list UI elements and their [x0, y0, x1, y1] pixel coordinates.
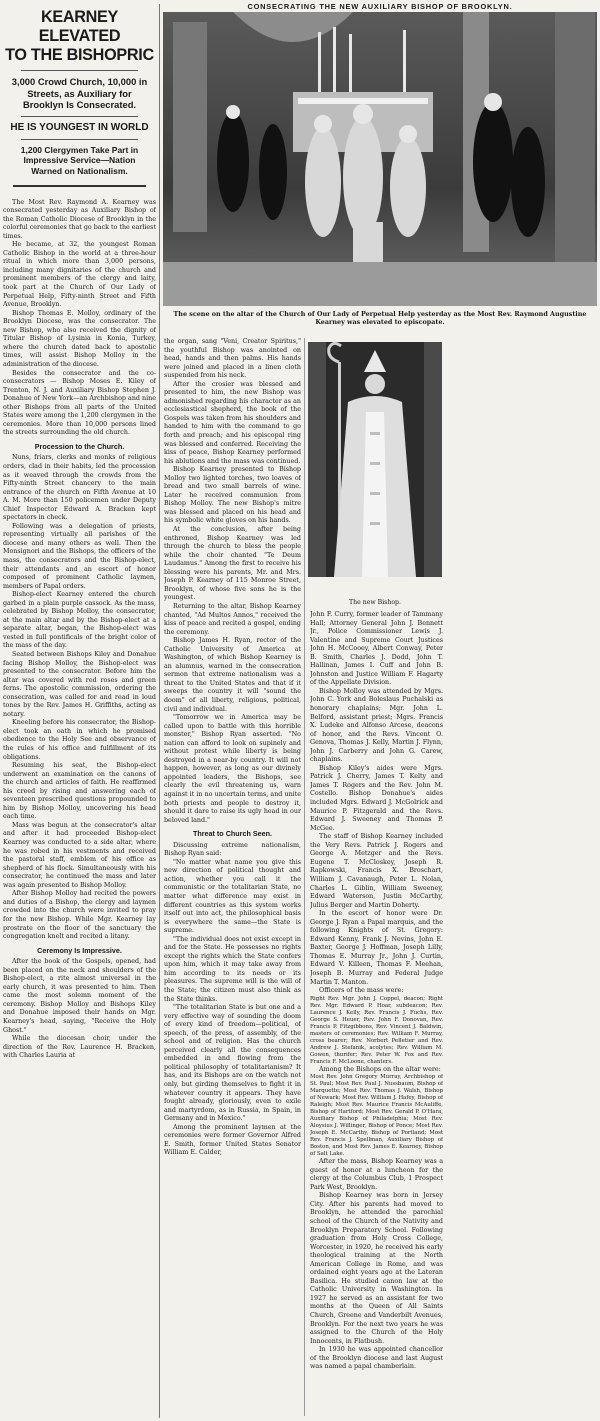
paragraph: The staff of Bishop Kearney included the Very Revs. Patrick J. Rogers and George A. Metzger and the Revs. Eugene T. McCloskey, Joseph R. Rapkowski, Francis X. Broschart, William J. Cavanaugh, Peter L. Nolan, Charles L. Giblin, William Sweeney, Edward Waterson, Justin McCarthy, Julius Berger and Martin Doherty.: [310, 833, 443, 909]
headline-deck-3: 1,200 Clergymen Take Part in Impressive Service—Nation Warned on Nationalism.: [20, 144, 139, 176]
left-column: [3, 2, 156, 1419]
paragraph: Kneeling before his consecrator, the Bishop-elect took an oath in which he promised obedience to the Holy See and observance of the rules of his office and fulfillment of its obligations.: [3, 719, 156, 761]
portrait-caption: The new Bishop.: [349, 599, 401, 606]
mass-officers-list: [310, 996, 443, 1066]
paragraph: Discussing extreme nationalism, Bishop Ryan said:: [164, 841, 301, 858]
subheading: Ceremony Is Impressive.: [37, 945, 122, 955]
paragraph: Seated between Bishops Kiley and Donahue facing Bishop Molloy, the Bishop-elect was presented to the consecrator. Before him the altar was covered with red roses and green ferns. The apostolic commission, ordering the consecration, was called for and read in loud tones by the Rev. James H. Griffiths, acting as notary.: [3, 651, 156, 718]
column-3-text: [310, 1066, 443, 1075]
altar-scene-image: [163, 12, 597, 306]
paragraph: John F. Curry, former leader of Tammany Hall; Attorney General John J. Bennett Jr., Police Commissioner Lewis J. Valentine and Supreme Court Justices John H. McCooey, Albert Conway, Peter B. Smith, Charles J. Dodd, John T. Hallinan, James I. Cuff and John B. Johnston and Justice William F. Hagarty of the Appellate Division.: [310, 611, 443, 687]
article-column-1: [3, 199, 156, 1061]
list-paragraph: Right Rev. Mgr. John J. Coppel, deacon; Right Rev. Mgr. Edward P. Hoar, subdeacon; Rev. Laurence J. Kelly, Rev. Francis J. Fuchs, Rev. George S. Heuer, Rev. John F. Donovan, Rev. Francis P. Fitzgibbons, Rev. Vincent J. Baldwin, masters of ceremonies; Rev. William F. Murray, cross bearer; Rev. Norbert Pelletier and Rev. Andrew J. Stefanik, acolytes; Rev. William M. Gowen, thurifer; Rev. Peter W. Fox and Rev. Francis F. McLoone, chanters.: [310, 995, 443, 1065]
paragraph: In the escort of honor were Dr. George J. Ryan a Papal marquis, and the following Knights of St. Gregory: Edward Kenny, Frank J. Nevins, John E. Baxter, George J. Hoffman, Joseph Lilly, Thomas E. Murray Jr., John J. Curtin, Edward V. Killeen, Thomas F. Meehan, Joseph B. Murray and Federal Judge Martin T. Manton.: [310, 910, 443, 986]
paragraph: "Tomorrow we in America may be called upon to battle with this horrible monster," Bishop Ryan asserted. "No nation can afford to look on supinely and without protest while liberty is being destroyed in a near-by country. It will not happen, however, as long as our divinely appointed leaders, the Bishops, see clearly the evil threatening us, warn against it in no uncertain terms, and unite both priests and people to destroy it, should it dare to raise its ugly head in our beloved land.": [164, 714, 301, 824]
paragraph: Returning to the altar, Bishop Kearney chanted, "Ad Multos Annos," received the kiss of peace and recited a gospel, ending the ceremony.: [164, 602, 301, 636]
main-photo: [163, 12, 597, 306]
column-rule: [159, 4, 160, 1418]
divider: [21, 139, 138, 140]
article-column-3: [310, 611, 443, 1418]
paragraph: Resuming his seat, the Bishop-elect underwent an examination on the canons of the church and articles of faith. He reaffirmed his creed by rising and answering each of seventeen prescribed questions propounded to him by Bishop Molloy, uncovering his head each time.: [3, 762, 156, 821]
paragraph: Bishop-elect Kearney entered the church garbed in a plain purple cassock. As the mass, celebrated by Bishop Molloy, the consecrator, at the main altar and by the Bishop-elect at a separate altar, began, the Bishop-elect was vested in full pontificals of the bright color of the mass of the day.: [3, 591, 156, 650]
paragraph: After the crosier was blessed and presented to him, the new Bishop was admonished regarding his character as an ecclesiastical shepherd, the book of the Gospels was taken from his shoulders and handed to him with the command to go forth and preach; and his episcopal ring was blessed and conferred. Receiving the kiss of peace, Bishop Kearney performed his ablutions and the mass was continued.: [164, 380, 301, 465]
paragraph: Nuns, friars, clerks and monks of religious orders, clad in their habits, led the procession as it weaved through the crowds from the Fifty-ninth Street chancery to the main entrance of the church on Fifth Avenue at 10 A. M. More than 150 policemen under Deputy Chief Inspector Edward A. Bracken kept spectators in check.: [3, 454, 156, 522]
bishop-portrait-image: [308, 342, 442, 577]
paragraph: The Most Rev. Raymond A. Kearney was consecrated yesterday as Auxiliary Bishop of the Roman Catholic Diocese of Brooklyn in the colorful ceremonies that go back to the earliest times.: [3, 198, 156, 240]
paragraph: Mass was begun at the consecrator's altar and after it had proceeded Bishop-elect Kearney was conducted to a side altar, where he was robed in his vestments and received the pastoral staff, emblem of his office as shepherd of his flock. Simultaneously with his consecrator, he continued the mass and later was again presented to Bishop Molloy.: [3, 821, 156, 889]
paragraph: Bishop Kiley's aides were Mgrs. Patrick J. Cherry, James T. Kelty and James T. Rogers and the Rev. John M. Costello. Bishop Donahue's aides included Mgrs. Edward J. McGolrick and Maurice P. Fitzgerald and the Revs. Edward J. Sweeney and Thomas P. McGee.: [310, 764, 443, 832]
column-3-text: [310, 611, 443, 996]
divider: [21, 116, 138, 117]
article-column-2: [164, 338, 301, 1416]
headline-main: [3, 8, 156, 65]
paragraph: Among the Bishops on the altar were:: [319, 1065, 441, 1073]
paragraph: Officers of the mass were:: [319, 987, 404, 995]
subheading: Procession to the Church.: [34, 441, 125, 451]
main-photo-caption: The scene on the altar of the Church of Our Lady of Perpetual Help yesterday as the Most Rev. Raymond Augustine Kearney was elevated to episcopate.: [173, 310, 587, 327]
paragraph: He became, at 32, the youngest Roman Catholic Bishop in the world at a three-hour ritual in which more than 3,000 persons, including many dignitaries of the church and prominent members of the clergy and laity, took part at the Church of Our Lady of Perpetual Help, Fifty-ninth Street and Fifth Avenue, Brooklyn.: [3, 241, 156, 309]
paragraph: Besides the consecrator and the co-consecrators — Bishop Moses E. Kiley of Trenton, N. J. and Auxiliary Bishop Stephen J. Donahue of New York—an Archbishop and nine other Bishops from all parts of the United States were among the 1,200 clergymen in the ceremonies. More than 10,000 persons lined the streets surrounding the old church.: [3, 369, 156, 437]
list-paragraph: Most Rev. John Gregory Murray, Archbishop of St. Paul; Most Rev. Paul J. Nussbaum, Bishop of Marquette; Most Rev. Thomas J. Walsh, Bishop of Newark; Most Rev. William J. Hafey, Bishop of Raleigh; Most Rev. Maurice Francis McAuliffe, Bishop of Hartford; Most Rev. Gerald P. O'Hara, Auxiliary Bishop of Philadelphia; Most Rev. Aloysius J. Willinger, Bishop of Ponce; Most Rev. Joseph E. McCarthy, Bishop of Portland; Most Rev. Francis J. Spellman, Auxiliary Bishop of Boston, and Most Rev. James E. Kearney, Bishop of Salt Lake.: [310, 1074, 443, 1158]
paragraph: Bishop Kearney was born in Jersey City. After his parents had moved to Brooklyn, he attended the parochial school of the Church of the Nativity and Brooklyn Preparatory School. Following graduation from Holy Cross College, Worcester, in 1920, he received his early theological training at the North American College in Rome, and was ordained eight years ago at the Lateran Basilica. He studied canon law at the Catholic University in Washington. In 1927 he served as an assistant for two months at the Queen of All Saints Church, Greene and Vanderbilt Avenues, Brooklyn. For the next two years he was assigned to the Church of the Holy Innocents, in Flatbush.: [310, 1192, 443, 1345]
paragraph: Bishop Molloy was attended by Mgrs. John C. York and Boleslaus Puchalski as honorary chaplains; Mgr. John L. Belford, assistant priest; Mgrs. Francis X. Ludeke and Alfonso Arcese, deacons of honor, and the Revs. Vincent O. Genova, Thomas J. Kelly, Martin J. Flynn, John J. Carberry and John G. Carew, chaplains.: [310, 687, 443, 764]
headline-deck-2: HE IS YOUNGEST IN WORLD: [10, 121, 149, 133]
paragraph: At the conclusion, after being enthroned, Bishop Kearney was led through the church to bless the people while the choir chanted "Te Deum Laudamus." Among the first to receive his blessing were his parents, Mr. and Mrs. Joseph P. Kearney of 115 Monroe Street, Brooklyn, of whose five sons he is the youngest.: [164, 526, 301, 602]
subheading: Threat to Church Seen.: [192, 829, 273, 839]
headline-line-1: KEARNEY ELEVATED: [38, 8, 121, 45]
paragraph: "The totalitarian State is but one and a very effective way of sounding the doom of every kind of freedom—political, of speech, of the press, of assembly, of the school and of religion. Has the church perceived clearly all the consequences embedded in and flowing from the political philosophy of totalitarianism? It has, and its Bishops are on the watch not only, but girding themselves to fight it in whatever country it appears. They have fought already, gloriously, even to exile and martyrdom, as in Russia, in Spain, in Germany and in Mexico.": [164, 1004, 301, 1123]
paragraph: In 1930 he was appointed chancellor of the Brooklyn diocese and last August was named a papal chamberlain.: [310, 1346, 443, 1371]
paragraph: Bishop Kearney presented to Bishop Molloy two lighted torches, two loaves of bread and two small barrels of wine. Later he received communion from Bishop Molloy. The new Bishop's mitre was blessed and placed on his head and his symbolic white gloves on his hands.: [164, 466, 301, 525]
divider: [13, 185, 146, 187]
bishops-list: [310, 1074, 443, 1158]
paragraph: "No matter what name you give this new direction of political thought and action, whether you call it the communistic or the totalitarian State, no matter what difference may exist in different countries as this system works itself out into act, the philosophical basis is everywhere the same—the State is supreme.: [164, 858, 301, 935]
paragraph: Bishop Thomas E. Molloy, ordinary of the Brooklyn Diocese, was the consecrator. The new Bishop, who also received the dignity of Titular Bishop of Lysinia in Konia, Turkey, where the church dated back to apostolic times, will assist Bishop Molloy in the administration of the diocese.: [3, 309, 156, 368]
paragraph: While the diocesan choir, under the direction of the Rev. Laurence H. Bracken, with Charles Lauria at: [3, 1035, 156, 1060]
paragraph: Among the prominent laymen at the ceremonies were former Governor Alfred E. Smith, former United States Senator William E. Calder,: [164, 1123, 301, 1157]
paragraph: After the mass, Bishop Kearney was a guest of honor at a luncheon for the clergy at the Columbus Club, 1 Prospect Park West, Brooklyn.: [310, 1158, 443, 1191]
column-3-text: [310, 1158, 443, 1372]
divider: [21, 70, 138, 71]
paragraph: Bishop James H. Ryan, rector of the Catholic University of America at Washington, of which Bishop Kearney is an alumnus, warned in the consecration sermon that extreme nationalism was a threat to the United States and that if it sweeps the country it will "sound the doom" of all liberty, religious, political, civil and individual.: [164, 637, 301, 713]
paragraph: "The individual does not exist except in and for the State. He possesses no rights except the rights which the State confers upon him, which it may take away from him according to its needs or its pleasures. The supreme will is the will of the State; the citizen must also think as the State thinks.: [164, 935, 301, 1003]
photo-banner: CONSECRATING THE NEW AUXILIARY BISHOP OF BROOKLYN.: [247, 2, 513, 11]
column-rule: [304, 338, 305, 1416]
paragraph: After the book of the Gospels, opened, had been placed on the neck and shoulders of the Bishop-elect, a rite almost universal in the early church, it was presented to him. Then came the most solemn moment of the ceremony. Bishop Molloy and Bishops Kiley and Donahue imposed their hands on Mgr. Kearney's head, saying, "Receive the Holy Ghost.": [3, 958, 156, 1034]
portrait-photo: [308, 342, 442, 577]
headline-deck-1: 3,000 Crowd Church, 10,000 in Streets, as Auxiliary for Brooklyn Is Consecrated.: [11, 76, 148, 111]
paragraph: After Bishop Molloy had recited the powers and duties of a Bishop, the clergy and laymen crowded into the church were invited to pray for the new Bishop. While Mgr. Kearney lay prostrate on the floor of the sanctuary the congregation knelt and recited a litany.: [3, 890, 156, 941]
headline-line-2: TO THE BISHOPRIC: [5, 46, 154, 64]
paragraph: the organ, sang "Veni, Creator Spiritus," the youthful Bishop was anointed on head, hands and then palms. His hands were joined and placed in a linen cloth suspended from his neck.: [164, 338, 301, 380]
paragraph: Following was a delegation of priests, representing virtually all parishes of the diocese and many others as well. Then the Monsignori and the Bishops, the officers of the mass, the consecrators and the Bishop-elect, their attendants and an escort of honor composed of prominent Catholic laymen, members of Papal orders.: [3, 522, 156, 590]
